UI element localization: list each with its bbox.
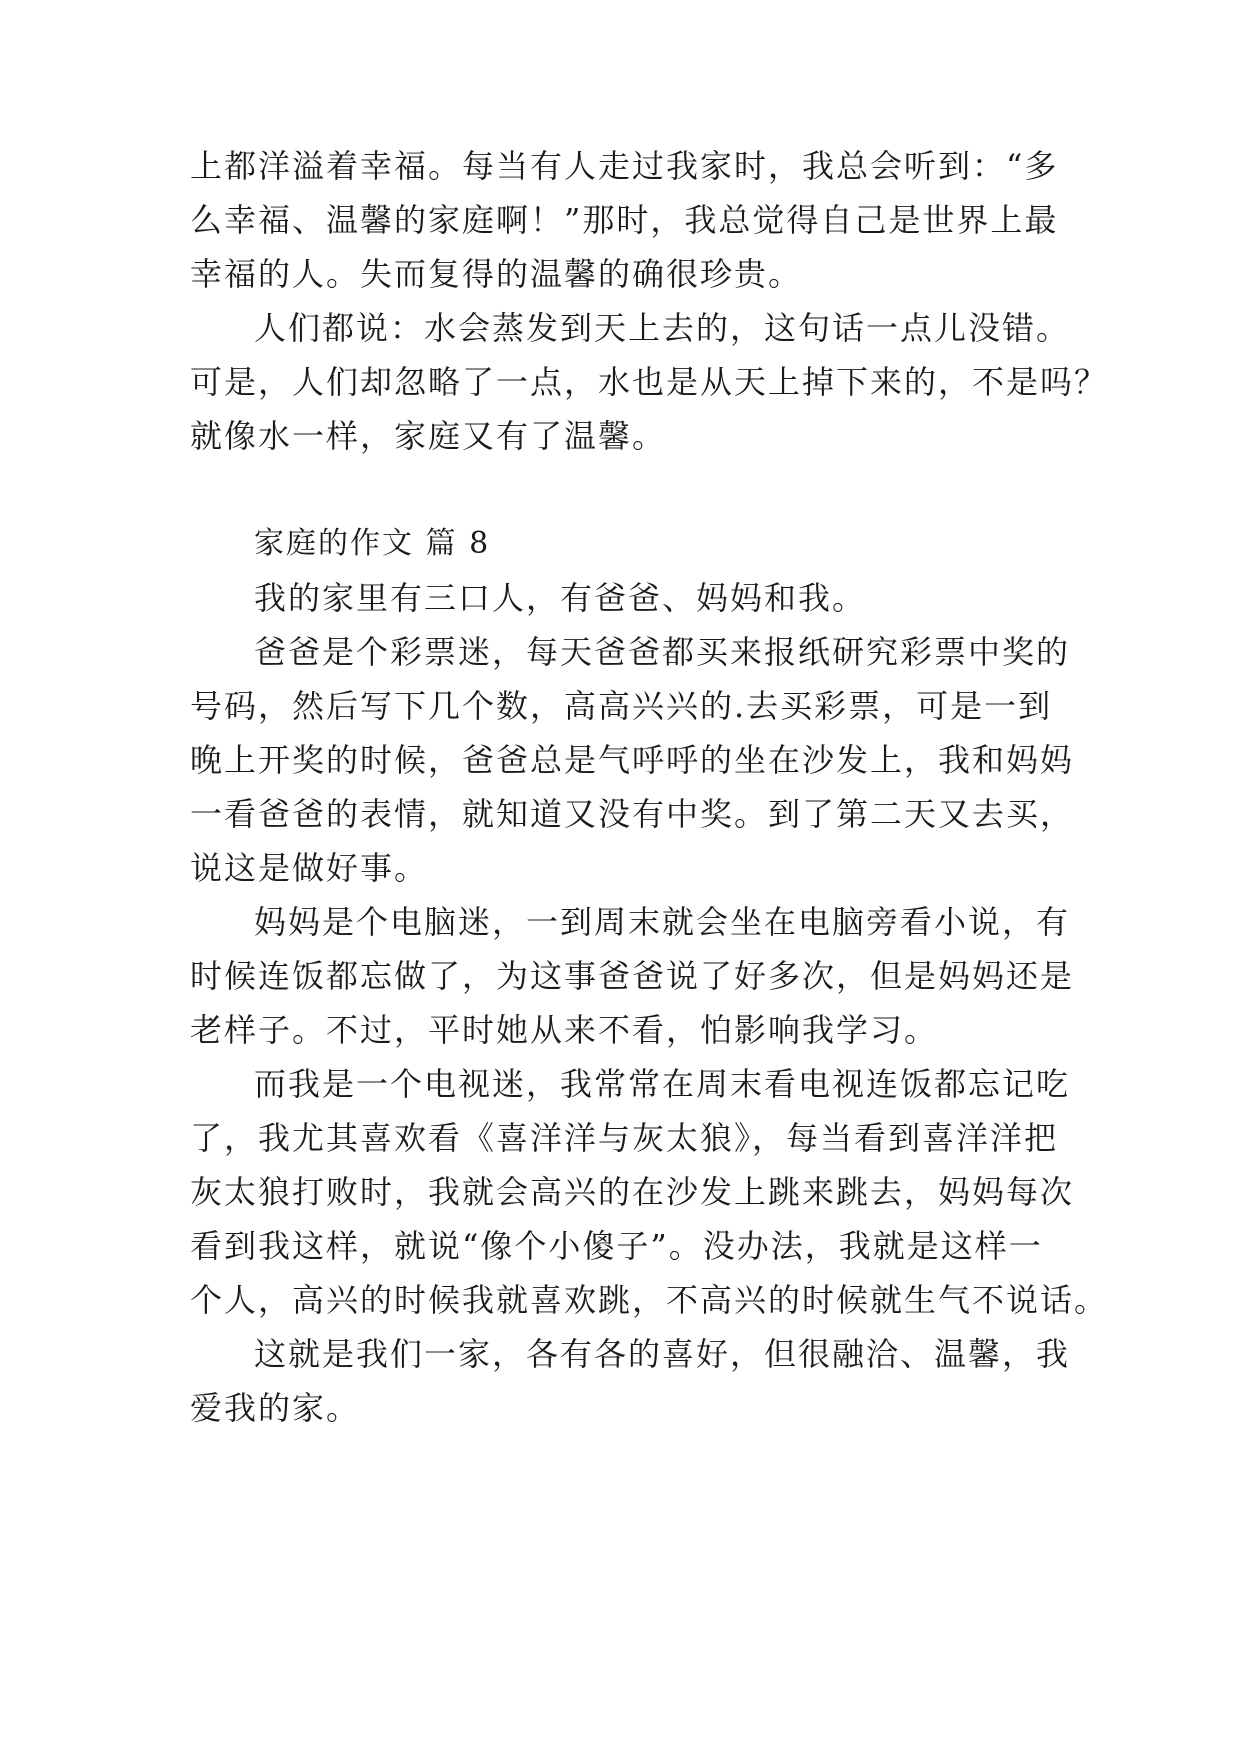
- text-line: 看到我这样，就说“像个小傻子”。没办法，我就是这样一: [190, 1227, 1043, 1265]
- text-line: 时候连饭都忘做了，为这事爸爸说了好多次，但是妈妈还是: [190, 957, 1075, 995]
- text-line: 人们都说：水会蒸发到天上去的，这句话一点儿没错。: [254, 309, 1071, 347]
- text-line: 就像水一样，家庭又有了温馨。: [190, 417, 667, 455]
- text-line: 了，我尤其喜欢看《喜洋洋与灰太狼》，每当看到喜洋洋把: [190, 1119, 1059, 1157]
- text-line: 爸爸是个彩票迷，每天爸爸都买来报纸研究彩票中奖的: [254, 633, 1071, 671]
- text-line: 说这是做好事。: [190, 849, 429, 887]
- text-line: 灰太狼打败时，我就会高兴的在沙发上跳来跳去，妈妈每次: [190, 1173, 1075, 1211]
- text-line: 晚上开奖的时候，爸爸总是气呼呼的坐在沙发上，我和妈妈: [190, 741, 1075, 779]
- text-line: 上都洋溢着幸福。每当有人走过我家时，我总会听到：“多: [190, 147, 1059, 185]
- text-line: 老样子。不过，平时她从来不看，怕影响我学习。: [190, 1011, 939, 1049]
- essay-title: 家庭的作文 篇 8: [254, 526, 491, 561]
- text-line: 号码，然后写下几个数，高高兴兴的.去买彩票，可是一到: [190, 687, 1053, 725]
- text-line: 可是，人们却忽略了一点，水也是从天上掉下来的，不是吗？: [190, 363, 1109, 401]
- text-line: 妈妈是个电脑迷，一到周末就会坐在电脑旁看小说，有: [254, 903, 1071, 941]
- text-line: 个人，高兴的时候我就喜欢跳，不高兴的时候就生气不说话。: [190, 1281, 1109, 1319]
- text-line: 一看爸爸的表情，就知道又没有中奖。到了第二天又去买，: [190, 795, 1075, 833]
- text-line: 这就是我们一家，各有各的喜好，但很融洽、温馨，我: [254, 1335, 1071, 1373]
- text-line: 我的家里有三口人，有爸爸、妈妈和我。: [254, 579, 867, 617]
- text-line: 么幸福、温馨的家庭啊！”那时，我总觉得自己是世界上最: [190, 201, 1059, 239]
- text-line: 而我是一个电视迷，我常常在周末看电视连饭都忘记吃: [254, 1065, 1071, 1103]
- text-line: 幸福的人。失而复得的温馨的确很珍贵。: [190, 255, 803, 293]
- text-line: 爱我的家。: [190, 1389, 361, 1427]
